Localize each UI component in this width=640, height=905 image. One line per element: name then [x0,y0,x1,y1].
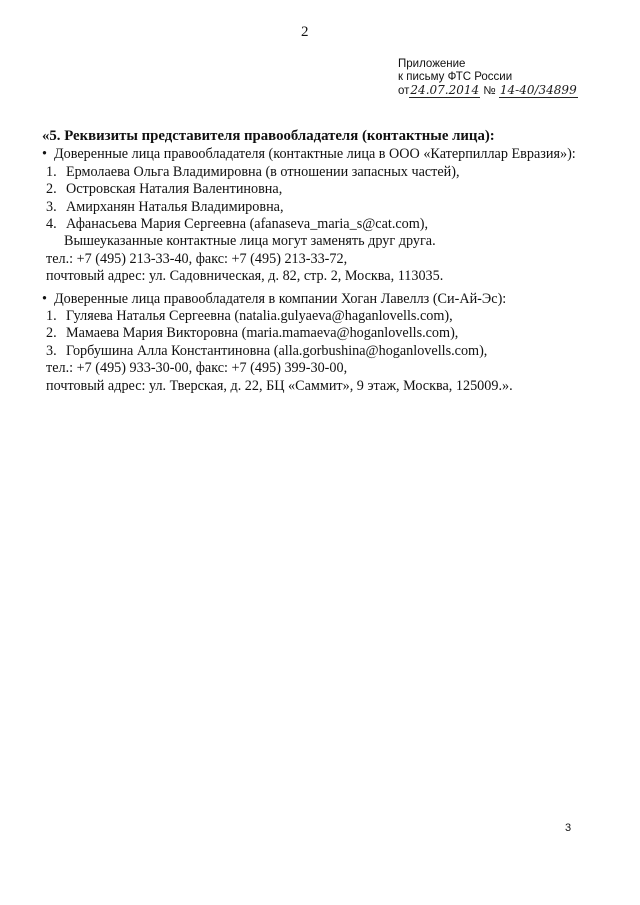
section-heading: «5. Реквизиты представителя правообладателя (контактные лица): [42,128,495,144]
group2-phone: тел.: +7 (495) 933-30-00, факс: +7 (495) 399-30-00, [46,360,348,377]
list-item-number: 4. [46,216,57,233]
section-5 [42,128,602,395]
annex-title: Приложение [398,58,466,70]
annex-letter-ref: к письму ФТС России [398,71,513,83]
group2-intro [42,291,602,308]
list-item-text: Ермолаева Ольга Владимировна (в отношении запасных частей), [66,163,460,180]
list-item [42,216,602,233]
list-item-number: 2. [46,325,57,342]
list-item-text: Гуляева Наталья Сергеевна (natalia.gulyaeva@haganlovells.com), [66,308,453,325]
list-item-text: Афанасьева Мария Сергеевна (afanaseva_maria_s@cat.com), [66,216,429,233]
annex-block [398,58,578,98]
annex-number-handwritten: 14-40/34899 [499,83,577,97]
list-item-number: 2. [46,181,57,198]
group1-phone: тел.: +7 (495) 213-33-40, факс: +7 (495) 213-33-72, [46,250,348,267]
list-item-number: 3. [46,342,57,359]
footer-mark: 3 [565,822,572,834]
annex-number-prefix: № [483,85,496,97]
list-item-text: Мамаева Мария Викторовна (maria.mamaeva@hoganlovells.com), [66,325,459,342]
list-item [42,164,602,181]
page-number: 2 [301,24,309,40]
list-item-number: 1. [46,308,57,325]
list-item-text: Горбушина Алла Константиновна (alla.gorbushina@hoganlovells.com), [66,342,488,359]
list-item [42,343,602,360]
annex-date-number [398,84,578,98]
group2-intro-text: Доверенные лица правообладателя в компании Хоган Лавеллз (Си-Ай-Эс): [54,290,507,307]
list-item [42,199,602,216]
bullet-icon: • [42,146,47,163]
annex-date-handwritten: 24.07.2014 [410,83,480,97]
annex-date-prefix: от [398,85,410,97]
group1-intro [42,146,602,163]
list-item-number: 3. [46,198,57,215]
bullet-icon: • [42,290,47,307]
list-item-text: Островская Наталия Валентиновна, [66,181,283,198]
group1-note: Вышеуказанные контактные лица могут заменять друг друга. [64,233,436,250]
list-item-text: Амирханян Наталья Владимировна, [66,198,284,215]
group1-intro-text: Доверенные лица правообладателя (контактные лица в ООО «Катерпиллар Евразия»): [54,146,576,163]
group1-address: почтовый адрес: ул. Садовническая, д. 82, стр. 2, Москва, 113035. [46,268,444,285]
list-item [42,308,602,325]
list-item [42,325,602,342]
group2-address: почтовый адрес: ул. Тверская, д. 22, БЦ «Саммит», 9 этаж, Москва, 125009.». [46,377,513,394]
list-item-number: 1. [46,163,57,180]
list-item [42,181,602,198]
